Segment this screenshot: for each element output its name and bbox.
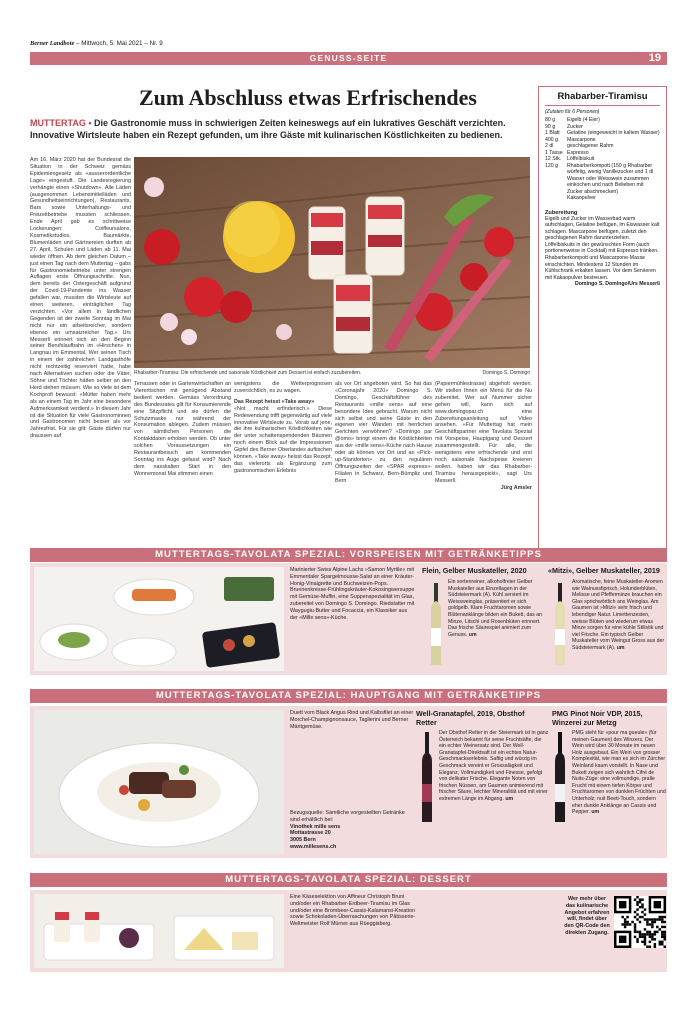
red-wine-bottle-icon — [552, 732, 568, 822]
tiramisu-photo-illustration — [134, 157, 530, 368]
purchase-source-street: Mottastrasse 20 — [290, 830, 331, 837]
starters-illustration — [34, 567, 284, 671]
section-main-course — [30, 706, 667, 858]
wine-2-description: Aromatische, feine Muskateller-Aromen wie Walnussfiprisch, Holunderblüten, Melisse und Pfefferminze brauchen ein Glas sprichwörtlich ans Weinglas. Am Gaumen ist »Mitzi« sehr frisch und lebendiger Natur. Limettenzesten, weisse Blüten und wiederum etwas Minze sorgen für eine kühle Stilistik und viel Frische. Ein typisch Gelber Muskateller vom Weingut Gross aus der Südsteiermark (A). — [572, 579, 665, 651]
section-dessert — [30, 890, 667, 972]
ingredient-list — [545, 117, 660, 202]
wine-2-title: «Mitzi», Gelber Muskateller, 2019 — [548, 566, 660, 575]
column-b-paragraph-2: «Not macht erfinderisch.» Diese Redewendung trifft gegenwärtig auf viele innovative Wirtsleute zu. Vorab auf jene, die ihre kulinarischen Köstlichkeiten wie der unter schattenspendenden Bäumen noch einem Blick auf die Impressionen Gipfel des Berner Oberlandes auftischen können. «Take away» heisst das Rezept, das vielerorts als Ergänzung zum gastronomischen Erlebnis — [234, 405, 332, 474]
section-title: GENUSS-SEITE — [309, 53, 388, 63]
purchase-source — [290, 810, 416, 851]
main-course-description: Duett vom Black Angus Rind und Kalbsfilet an einer Morchel-Champignonsauce, Taglierini und Berner Märitgemüse. — [290, 710, 414, 730]
ingredient-name: Mascarpone — [567, 136, 596, 143]
dessert-photo — [34, 894, 284, 968]
article-column-a: Terrassen oder in Gartenwirtschaften an Vierertischen mit genügend Abstand bedient werden. Gemäss Verordnung des Bundesrates gilt für Konsumierende eine Sitzpflicht und sie dürfen die Schutzmaske nur während der Konsumation ablegen. Zudem müssen von sämtlichen Personen die Kontaktdaten erhoben werden. Ob unter solchen Voraussetzungen ein Restaurantbesuch am kommenden Sonntag ins Auge gefasst wird? Nach dem nasskalten Start in den Wonnemonat Mai stimmen einen — [134, 381, 231, 477]
section-bar-starters: MUTTERTAGS-TAVOLATA SPEZIAL: VORSPEISEN MIT GETRÄNKETIPPS — [30, 548, 667, 562]
ingredient-name: Rhabarberkompott (150 g Rhabarber würfelig, wenig Vanillezucker und 1 dl Wasser oder Weisswein zusammen einkochen und nach Belieben mit Zucker abschmecken) — [567, 162, 654, 195]
ingredient-row — [545, 163, 660, 196]
qr-code-icon — [614, 896, 666, 948]
wine-1-description: Ein sortenreiner, alkoholfreier Gelber Muskateller aus Einzellagen in der Südsteiermark (A). Kühl serviert im Weissweinglas, präsentiert er sich goldgelb. Klare Fruchtaromen sowie Blütenanklänge bilden ein Bukett, das an Minze, Litschi und Rosenblüten erinnert. Das frische Säurespiel animiert zum Genuss. — [448, 579, 543, 638]
section-starters — [30, 563, 667, 675]
dessert-illustration — [34, 894, 284, 968]
wine-3-text — [439, 730, 549, 803]
ingredient-quantity: 1 Blatt — [545, 130, 560, 136]
recipe-title: Rhabarber-Tiramisu — [545, 91, 660, 106]
main-course-illustration — [34, 710, 284, 854]
article-headline: Zum Abschluss etwas Erfrischendes — [139, 85, 477, 110]
ingredient-row — [545, 195, 660, 202]
white-wine-bottle-icon — [428, 583, 444, 665]
purchase-source-intro: Bezugsquelle: Sämtliche vorgestellten Getränke sind erhältlich bei: — [290, 810, 405, 823]
masthead — [30, 40, 667, 52]
white-wine-bottle-icon — [552, 583, 568, 665]
article-author: Jürg Amsler — [500, 484, 532, 491]
wine-4-title: PMG Pinot Noir VDP, 2015, Winzerei zur Metzg — [552, 709, 643, 727]
ingredient-name: Zucker — [567, 123, 583, 130]
starters-photo — [34, 567, 284, 671]
page-number: 19 — [648, 52, 661, 64]
issue-info: – Mittwoch, 5. Mai 2021 – Nr. 9 — [76, 40, 163, 47]
section-bar-dessert: MUTTERTAGS-TAVOLATA SPEZIAL: DESSERT — [30, 873, 667, 887]
wine-1-title: Flein, Gelber Muskateller, 2020 — [422, 566, 527, 575]
preparation-title: Zubereitung — [545, 209, 578, 216]
juice-bottle-icon — [419, 732, 435, 822]
ingredient-name: Kakaopulver — [567, 195, 596, 201]
article-column-d — [435, 381, 532, 541]
article-column-left: Am 16. März 2020 hat der Bundesrat die Situation in der Schweiz gemäss Epidemiengesetz als «ausserordentliche Lage» eingestuft. Die Landesregierung verhängte einen «Shutdown». Alle Läden (ausgenommen Lebensmittelläden und Gesundheitseinrichtungen), Restaurants, Bars sowie Unterhaltungs- und Freizeitbetriebe mussten schliessen. Ende April gab es schrittweise Lockerungen: Coiffeursalons, Kosmetikstudios, Baumärkte, Blumenläden und Gärtnereien durften ab 27. April, Schulen und Läden ab 11. Mai wieder öffnen. Ab dem gleichen Datum – just einen Tag nach dem Muttertag – gabs für Gastronomiebetriebe unter strengen Auflagen erste Öffnungsschritte. Nun, dem bereits der Ostergeschäft aufgrund der Covid-19-Pandemie ins Wasser gefallen war, mussten die Wirtsleute auf einen weiteren, einträglichen Tag verzichten. «Vor allem in ländlichen Gegenden ist der zweite Sonntag im Mai nicht nur ein arbeitsreicher, sondern ebenso ein umsatzreicher Tag.» Urs Messerli erinnert sich an den Beginn seiner Berufslaufbahn im «Hirschen» in Langnau im Emmental. Wer seinen Tisch in einem der zahlreichen Landgasthöfe nicht rechtzeitig reserviert hatte, habe nach Alternativen suchen oder die Väter, Söhne und Töchter hätten selber an den Herd stehen müssen. Wie so viele ist dem Kochprofi bewusst: «Mütter haben mehr als an einem Tag im Jahr eine besondere Aufmerksamkeit verdient.» In diesem Jahr ist die Situation für viele Gastronominnen und Gastronomen nicht besser als vor Jahresfrist. Für sie gilt: Gäste dürfen nur draussen auf — [30, 157, 131, 440]
ingredient-quantity: 120 g — [545, 162, 558, 169]
ingredient-name: Gelatine (eingeweicht in kaltem Wasser) — [567, 130, 660, 136]
ingredient-quantity: 400 g — [545, 136, 558, 143]
ingredient-quantity — [545, 195, 567, 202]
recipe-authors: Domingo S. Domingo/Urs Messerli — [574, 281, 660, 288]
article-lead — [30, 118, 530, 141]
wine-1-text — [448, 579, 546, 638]
wine-3-description: Der Obsthof Retter in der Steiermark ist in ganz Österreich bekannt für seine Fruchtsäfte, die ein echter Weinersatz sind. Der Well-Granatapfel-Direktsaft ist ein echtes Natur-Geschmackserlebnis. Saftig und würzig im Geschmack vereint er Grossalägkeit und Eleganz, Vollmundigkeit und Finesse, gefolgt von delikater Frische. Elegante Noten von frischen Nüssen, am Gaumen animierend mit frischer Säure, leichter Mineralität und mit einer extremen Länge im Abgang. — [439, 730, 549, 802]
section-bar-main-course: MUTTERTAGS-TAVOLATA SPEZIAL: HAUPTGANG MIT GETRÄNKETIPPS — [30, 689, 667, 703]
ingredient-name: Espresso — [567, 149, 589, 156]
starters-description: Marinierter Swiss Alpine Lachs »Samon Myrtile« mit Emmentaler Spargelmousse-Salat an einer Kräuter-Honig-Vinaigrette und Buchweizen-Pops. Brunnenkresse-Frühlingskräuter-Kokosingwersuppe mit Gemüse-Muffin, eine Suppenspezialität im Glas, zubereitet von Domingo S. Domingo. Riedstatter mit Waygugiu-Butter und Focaccia, ein Klassiker aus der «Mille sens»-Küche. — [290, 567, 415, 621]
column-b-subhead: Das Rezept heisst «Take away» — [234, 398, 315, 405]
ingredient-quantity: 2 dl — [545, 143, 554, 149]
wine-4-description: PMG steht für «pour ma gueule» (für meinen Gaumen) des Winzers. Der Wein wird über 30 Monate im neuen Holz ausgebaut. Ein Wein von grosser Komplexität, wie man es sich im Zürcher Weinland kaum vorstellt. In Nase und Bukett zeigen sich wahrlich Cifré de Nuits-Züge: eine vollmundige, pralle Frucht mit einem tiefen Körper und Fruchtaromen von dunklen Früchten und Unterholz; nuit Beeti-Touch, sondern eher dunkle Anklänge an Cassis und Pepper. — [572, 730, 666, 816]
photo-caption — [134, 370, 530, 378]
preparation-text: Eigelb und Zucker im Wasserbad warm aufschlagen, Gelatine beifügen, im Eiswasser kalt schlagen. Mascarpone beifügen, zuletzt den geschlagenen Rahm darunterziehen. Löffelbiskuits in der gewünschten Form (auch portionenweise in Cocktail) mit Espresso tränken. Rhabarberkompott und Mascarpone-Masse einschichten. Mindestens 12 Stunden im Kühlschrank erkalten lassen. Vor dem Servieren mit Kakaopulver bestreuen. — [545, 215, 660, 281]
ingredient-quantity: 1 Tasse — [545, 149, 563, 156]
wine-3-title: Well-Granatapfel, 2019, Obsthof Retter — [416, 709, 525, 727]
wine-2-tag: um — [616, 644, 625, 651]
recipe-box — [538, 86, 667, 549]
dessert-description: Eine Käseselektion von Affineur Christoph Bruni und/oder ein Rhabarber-Erdbeer-Tiramisu im Glas und/oder eine Brombeer-Cassis-Kalamansi-Kreation sowie Schokoladen-Überraschungen von Pâtisserie-Weltmeister Rolf Mürner aus Rüeggisberg. — [290, 894, 416, 928]
newspaper-name: Berner Landbote — [30, 40, 75, 47]
photo-credit: Domingo S. Domingo — [482, 370, 530, 376]
ingredient-name: geschlagener Rahm — [567, 143, 614, 149]
lead-kicker: MUTTERTAG — [30, 118, 86, 128]
ingredient-quantity: 90 g — [545, 123, 556, 130]
article-column-b — [234, 381, 332, 541]
purchase-source-shop: Vinothek mille sens — [290, 823, 341, 830]
wine-2-text — [572, 579, 666, 652]
tiramisu-photo — [134, 157, 530, 368]
purchase-source-city: 3005 Bern — [290, 837, 316, 844]
lead-bullet: • — [85, 118, 94, 128]
main-course-photo — [34, 710, 284, 854]
photo-caption-text: Rhabarber-Tiramisu: Die erfrischende und saisonale Köstlichkeit zum Dessert ist einfach zuzubereiten. — [134, 370, 362, 376]
ingredient-quantity: 12 Stk. — [545, 156, 562, 162]
qr-code[interactable] — [614, 896, 666, 948]
wine-1-tag: um — [468, 631, 477, 638]
column-d-text: (Papiermühlestrasse) abgeholt werden. Wir stellen Ihnen ein Menü für die Nu zubereitet. Wer auf Nummer sicher gehen will, kann sich auf www.domingopar.ch eine Zubereitungsanleitung auf Video ansehen. «Für Muttertag hat mein Geschäftspartner eine Tavolata Spezial mit Vorspeise, Hauptgang und Dessert zusammengestellt. Für alle, die wenigstens eine erfrischende und erst noch saisonale Nachspeise kreieren wollen, haben wir das Rhabarber-Tiramisu herausgepickt», sagt Urs Messerli. — [435, 381, 532, 484]
ingredient-name: Löffelbiskuit — [567, 156, 595, 162]
wine-4-text — [572, 730, 666, 816]
column-b-paragraph-1: wenigstens die Wetterprognosen zuversichtlich, es zu wagen. — [234, 381, 332, 394]
section-header-bar — [30, 52, 667, 65]
lead-text: Die Gastronomie muss in schwierigen Zeiten keineswegs auf ein lukratives Geschäft verzichten. Innovative Wirtsleute haben ein Rezept gefunden, um ihre Gäste mit kulinarischen Köstlichkeiten zu bedienen. — [30, 118, 506, 140]
purchase-source-website: www.millesens.ch — [290, 843, 337, 850]
recipe-servings: (Zutaten für 6 Personen) — [545, 109, 600, 115]
ingredient-name: Eigelb (4 Eier) — [567, 117, 600, 123]
wine-3-tag: um — [505, 795, 514, 802]
ingredient-quantity: 80 g — [545, 117, 556, 123]
wine-4-tag: um — [591, 809, 600, 816]
qr-info-text: Wer mehr über das kulinarische Angebot erfahren will, findet über den QR-Code den direkten Zugang. — [564, 896, 610, 936]
article-column-c: als vor Ort angeboten wird. So hat das «Coronajahr 2020» Domingo S. Domingo, Geschäftsführer des Restaurants «mille sens» auf eine besondere Idee gebracht. Warum nicht sich selbst und seine Gäste in den eigenen vier Wänden mit herrlichen Gerichten verwöhnen? «Domingo par @omo» bringt einem die Köstlichkeiten aus der «mille sens»-Küche nach Hause oder ab können vor Ort und an «Pick-up-Standorten» zu den regulären Öffnungszeiten der «SPAR express»-Filialen in Schwarz, Bern-Bümpliz und Bern — [335, 381, 432, 484]
